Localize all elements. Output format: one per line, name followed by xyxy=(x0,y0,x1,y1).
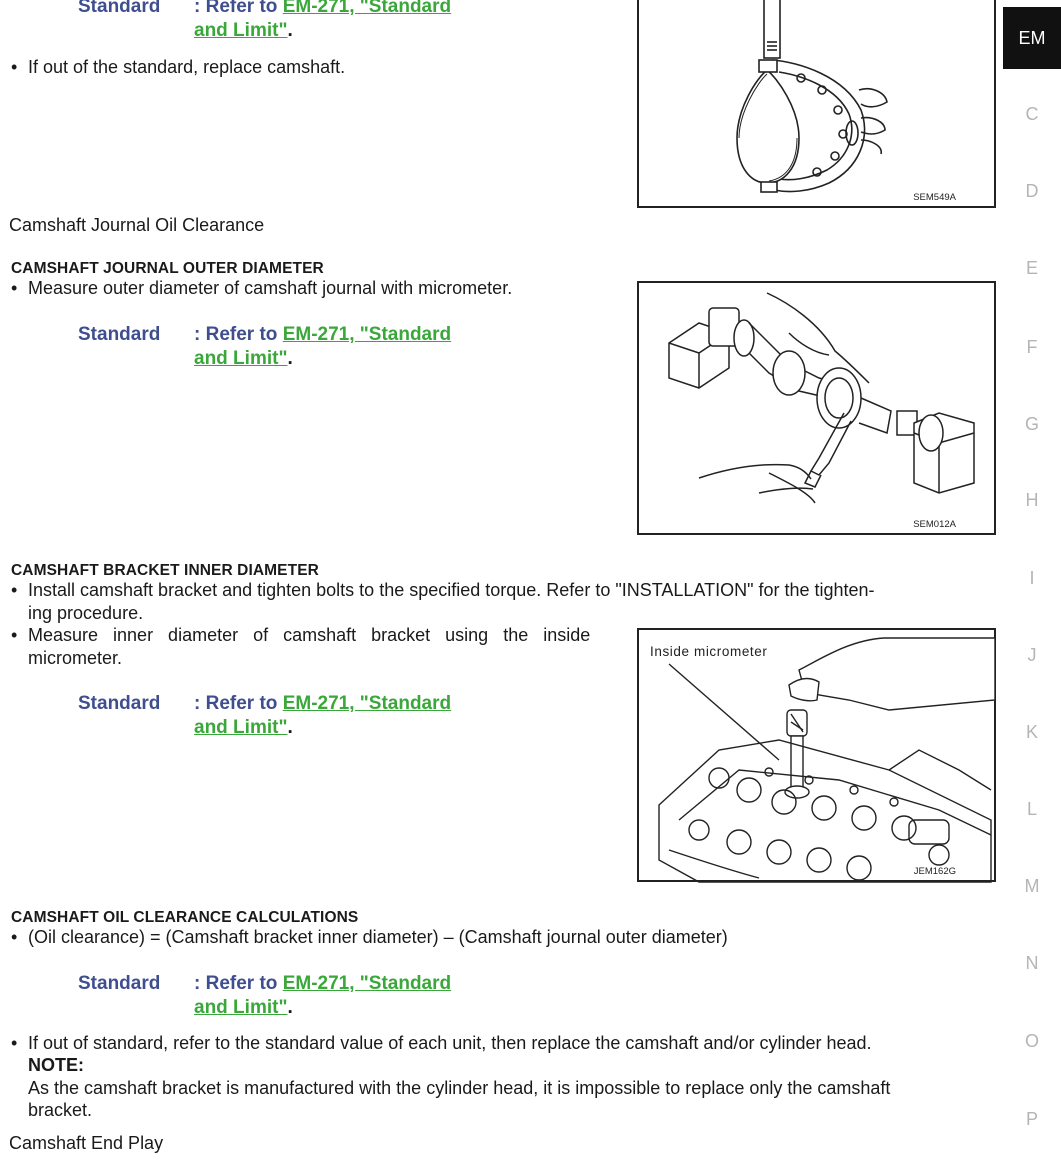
ref-link-em271-cont[interactable]: and Limit" xyxy=(194,717,288,738)
figure-callout: Inside micrometer xyxy=(650,644,768,659)
section-tab-em-active[interactable]: EM xyxy=(1003,7,1061,69)
section-heading: CAMSHAFT JOURNAL OUTER DIAMETER xyxy=(11,260,324,277)
section-tab-j[interactable]: J xyxy=(1027,645,1037,665)
ref-link-em271[interactable]: EM-271, "Standard xyxy=(282,973,452,994)
figure-code: SEM012A xyxy=(913,519,956,530)
section-tab-o[interactable]: O xyxy=(1024,1031,1039,1051)
section-tab-k[interactable]: K xyxy=(1025,722,1038,742)
section-tab-i[interactable]: I xyxy=(1029,568,1035,588)
section-tab-m[interactable]: M xyxy=(1024,876,1040,896)
figure-code: JEM162G xyxy=(913,866,956,877)
cylinder-head-illustration xyxy=(639,630,998,884)
section-tab-f[interactable]: F xyxy=(1026,337,1038,357)
section-index-sidebar xyxy=(1003,0,1061,1160)
ref-link-em271-cont[interactable]: and Limit" xyxy=(194,20,288,41)
note-text: bracket. xyxy=(28,1100,93,1120)
camshaft-journal-illustration xyxy=(639,283,998,537)
figure-micrometer xyxy=(637,0,996,208)
standard-label: Standard xyxy=(78,324,161,345)
micrometer-illustration xyxy=(639,0,998,210)
figure-code: SEM549A xyxy=(913,192,956,203)
ref-link-em271-cont[interactable]: and Limit" xyxy=(194,997,288,1018)
section-tab-h[interactable]: H xyxy=(1025,490,1039,510)
figure-inside-micrometer xyxy=(637,628,996,882)
ref-link-em271[interactable]: EM-271, "Standard xyxy=(282,0,452,17)
subsection-title: Camshaft Journal Oil Clearance xyxy=(9,215,265,235)
standard-label: Standard xyxy=(78,973,161,994)
ref-link-em271[interactable]: EM-271, "Standard xyxy=(282,693,452,714)
ref-link-em271[interactable]: EM-271, "Standard xyxy=(282,324,452,345)
note-label: NOTE: xyxy=(28,1055,84,1075)
standard-label: Standard xyxy=(78,0,161,17)
figure-camshaft-journal xyxy=(637,281,996,535)
section-tab-g[interactable]: G xyxy=(1024,414,1039,434)
ref-link-em271-cont[interactable]: and Limit" xyxy=(194,348,288,369)
section-tab-c[interactable]: C xyxy=(1025,104,1039,124)
section-tab-e[interactable]: E xyxy=(1025,258,1038,278)
note-text: As the camshaft bracket is manufactured with the cylinder head, it is impossible to replace only the camshaft xyxy=(28,1078,891,1098)
section-tab-l[interactable]: L xyxy=(1026,799,1037,819)
section-heading: CAMSHAFT BRACKET INNER DIAMETER xyxy=(11,562,319,579)
section-tab-d[interactable]: D xyxy=(1025,181,1039,201)
section-tab-n[interactable]: N xyxy=(1025,953,1039,973)
section-heading: CAMSHAFT OIL CLEARANCE CALCULATIONS xyxy=(11,909,359,926)
section-tab-p[interactable]: P xyxy=(1025,1109,1038,1129)
subsection-title: Camshaft End Play xyxy=(9,1133,164,1153)
standard-label: Standard xyxy=(78,693,161,714)
